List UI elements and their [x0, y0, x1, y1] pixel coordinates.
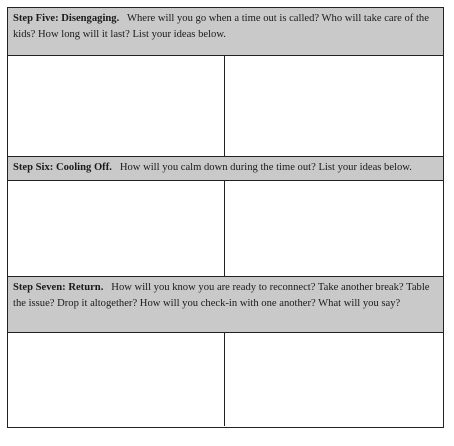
step-seven-answer-row	[8, 333, 443, 426]
step-seven-answer-right[interactable]	[225, 333, 443, 426]
step-five-answer-left[interactable]	[8, 56, 225, 156]
step-six-answer-right[interactable]	[225, 181, 443, 276]
step-seven-header	[8, 277, 443, 333]
step-five-title: Step Five: Disengaging.	[13, 13, 125, 24]
step-seven-title: Step Seven: Return.	[13, 282, 109, 293]
step-six-answer-row	[8, 181, 443, 277]
step-five-answer-right[interactable]	[225, 56, 443, 156]
step-five-prompt: Where will you go when a time out is called? Who will take care of the kids? How long will it last? List your ideas below.	[13, 13, 429, 40]
step-seven-prompt: How will you know you are ready to reconnect? Take another break? Table the issue? Drop it altogether? How will you check-in with one another? What will you say?	[13, 282, 430, 309]
worksheet-table	[7, 7, 444, 428]
step-six-answer-left[interactable]	[8, 181, 225, 276]
step-five-header	[8, 8, 443, 56]
step-six-prompt: How will you calm down during the time out? List your ideas below.	[119, 162, 412, 173]
step-six-header	[8, 157, 443, 181]
step-six-title: Step Six: Cooling Off.	[13, 162, 118, 173]
step-seven-answer-left[interactable]	[8, 333, 225, 426]
step-five-answer-row	[8, 56, 443, 157]
